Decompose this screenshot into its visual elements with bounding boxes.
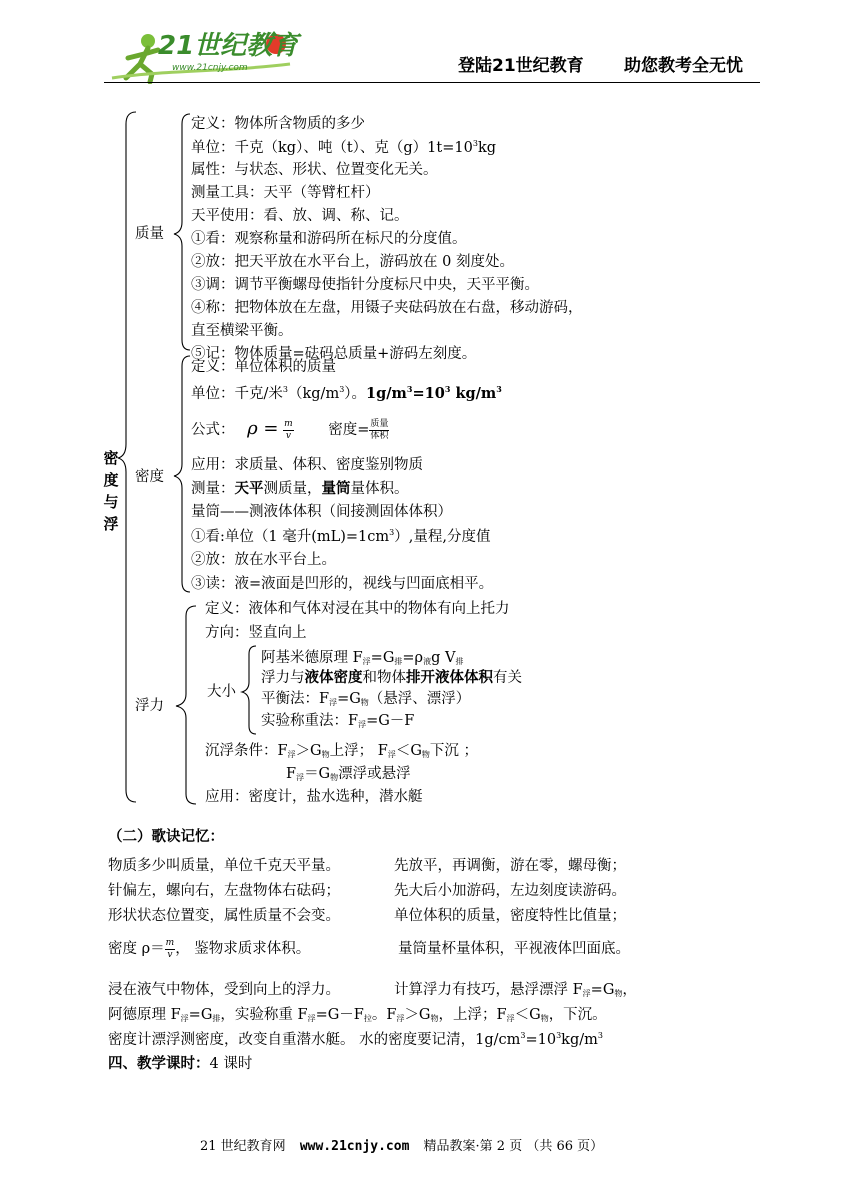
mass-step-4: ④称：把物体放在左盘，用镊子夹砝码放在右盘，移动游码， xyxy=(191,300,583,316)
buoyancy-archimedes: 阿基米德原理 $F_浮=G_排=\rho_液g$ $V_排$ xyxy=(261,650,464,666)
root-label-char: 密 xyxy=(103,449,119,467)
mnemonic-row-5-right: 计算浮力有技巧，悬浮漂浮 $F_浮=G_物$， xyxy=(394,982,637,998)
mass-step-4-cont: 直至横梁平衡。 xyxy=(191,323,293,339)
buoyancy-direction: 方向：竖直向上 xyxy=(205,625,307,641)
density-measure: 测量：天平测质量，量筒量体积。 xyxy=(191,480,409,497)
density-def: 定义：单位体积的质量 xyxy=(191,359,336,375)
mnemonic-row-3-left: 形状状态位置变，属性质量不会变。 xyxy=(108,908,340,924)
teaching-hours-label: 四、教学课时： xyxy=(108,1055,210,1072)
density-brace xyxy=(172,356,192,596)
density-application: 应用：求质量、体积、密度鉴别物质 xyxy=(191,457,423,473)
density-unit: 单位：千克/米$^3(kg/m^3)$。$1g/m^3=10^3$ $kg/m^3$ xyxy=(191,384,502,402)
density-cyl-step-1: ①看:单位（1 毫升$(mL)=1cm^3$）,量程,分度值 xyxy=(191,528,491,545)
density-cyl-step-2: ②放：放在水平台上。 xyxy=(191,552,336,568)
mass-tool: 测量工具：天平（等臂杠杆） xyxy=(191,185,380,201)
buoyancy-weighing-method: 实验称重法：$F_浮=G-F$ xyxy=(261,713,415,729)
buoyancy-size-label: 大小 xyxy=(207,684,236,700)
teaching-hours-value: 4 课时 xyxy=(209,1056,253,1072)
buoyancy-def: 定义：液体和气体对浸在其中的物体有向上托力 xyxy=(205,601,510,617)
buoyancy-sink-float-2: $F_浮=G_物$漂浮或悬浮 xyxy=(286,766,411,782)
mass-step-3: ③调：调节平衡螺母使指针分度标尺中央，天平平衡。 xyxy=(191,277,539,293)
mnemonic-row-6: 阿德原理 $F_浮=G_排$，实验称重 $F_浮=G-F_拉$。$F_浮>G_物$，上浮；$F_浮<G_物$，下沉。 xyxy=(108,1007,607,1023)
root-label-char: 浮 xyxy=(103,515,119,533)
buoyancy-brace xyxy=(172,606,198,806)
mass-label: 质量 xyxy=(135,226,164,242)
density-cyl-step-3: ③读：液=液面是凹形的，视线与凹面底相平。 xyxy=(191,576,494,592)
size-brace xyxy=(238,646,258,736)
mnemonic-row-2-left: 针偏左，螺向右，左盘物体右砝码； xyxy=(108,883,340,899)
mnemonic-row-4-right: 量筒量杯量体积，平视液体凹面底。 xyxy=(398,941,630,957)
mass-def: 定义：物体所含物质的多少 xyxy=(191,116,365,132)
mass-step-2: ②放：把天平放在水平台上，游码放在 0 刻度处。 xyxy=(191,254,514,270)
buoyancy-balance-method: 平衡法：$F_浮=G_物$（悬浮、漂浮） xyxy=(261,691,471,707)
header-slogan-left: 登陆21世纪教育 xyxy=(458,56,584,76)
mass-step-1: ①看：观察称量和游码所在标尺的分度值。 xyxy=(191,231,467,247)
mnemonic-row-5-left: 浸在液气中物体，受到向上的浮力。 xyxy=(108,982,340,998)
mnemonic-row-1-right: 先放平，再调衡，游在零，螺母衡； xyxy=(394,858,626,874)
buoyancy-sink-float-1: 沉浮条件：$F_浮>G_物$上浮； $F_浮<G_物$下沉 ； xyxy=(205,743,479,759)
mass-brace xyxy=(172,114,192,354)
mass-step-5: ⑤记：物体质量=砝码总质量+游码左刻度。 xyxy=(191,346,477,362)
mass-property: 属性：与状态、形状、位置变化无关。 xyxy=(191,162,438,178)
buoyancy-factors: 浮力与液体密度和物体排开液体体积有关 xyxy=(261,669,522,686)
page-footer xyxy=(200,1140,603,1153)
mnemonic-row-4-left: 密度 ρ＝ $\frac{m}{v}$ ， 鉴物求质求体积。 xyxy=(108,937,311,960)
density-cylinder: 量筒——测液体体积（间接测固体体积） xyxy=(191,504,452,520)
mnemonic-row-3-right: 单位体积的质量，密度特性比值量； xyxy=(394,908,626,924)
logo-url: www.21cnjy.com xyxy=(172,63,248,73)
root-label-char: 与 xyxy=(103,493,119,511)
footer-site-link[interactable]: www.21cnjy.com xyxy=(299,1139,410,1154)
teaching-hours xyxy=(108,1057,252,1072)
buoyancy-application: 应用：密度计，盐水选种，潜水艇 xyxy=(205,789,423,805)
logo-text: 21世纪教育 xyxy=(158,31,299,61)
header-slogan-right: 助您教考全无忧 xyxy=(624,56,743,76)
root-label-char: 度 xyxy=(103,471,119,489)
footer-page-info: 精品教案·第 2 页 （共 66 页） xyxy=(423,1139,604,1154)
footer-left: 21 世纪教育网 xyxy=(200,1139,286,1154)
density-label: 密度 xyxy=(135,469,164,485)
header-rule xyxy=(104,82,760,83)
mnemonic-row-2-right: 先大后小加游码，左边刻度读游码。 xyxy=(394,883,626,899)
mnemonic-row-1-left: 物质多少叫质量，单位千克天平量。 xyxy=(108,858,340,874)
mnemonic-heading: （二）歌诀记忆： xyxy=(108,828,224,845)
mnemonic-row-7: 密度计漂浮测密度，改变自重潜水艇。 水的密度要记清，$1g/cm^3=10^3kg/m^3$ xyxy=(108,1031,603,1048)
buoyancy-label: 浮力 xyxy=(135,698,164,714)
mass-balance-use: 天平使用：看、放、调、称、记。 xyxy=(191,208,409,224)
density-formula: 公式： ρ = $\frac{m}{v}$ 密度= $\frac{\text{质量}}{\text{体积}}$ xyxy=(191,418,389,441)
mass-unit: 单位：千克（kg）、吨（t）、克$(g)1t=10^3kg$ xyxy=(191,139,497,156)
